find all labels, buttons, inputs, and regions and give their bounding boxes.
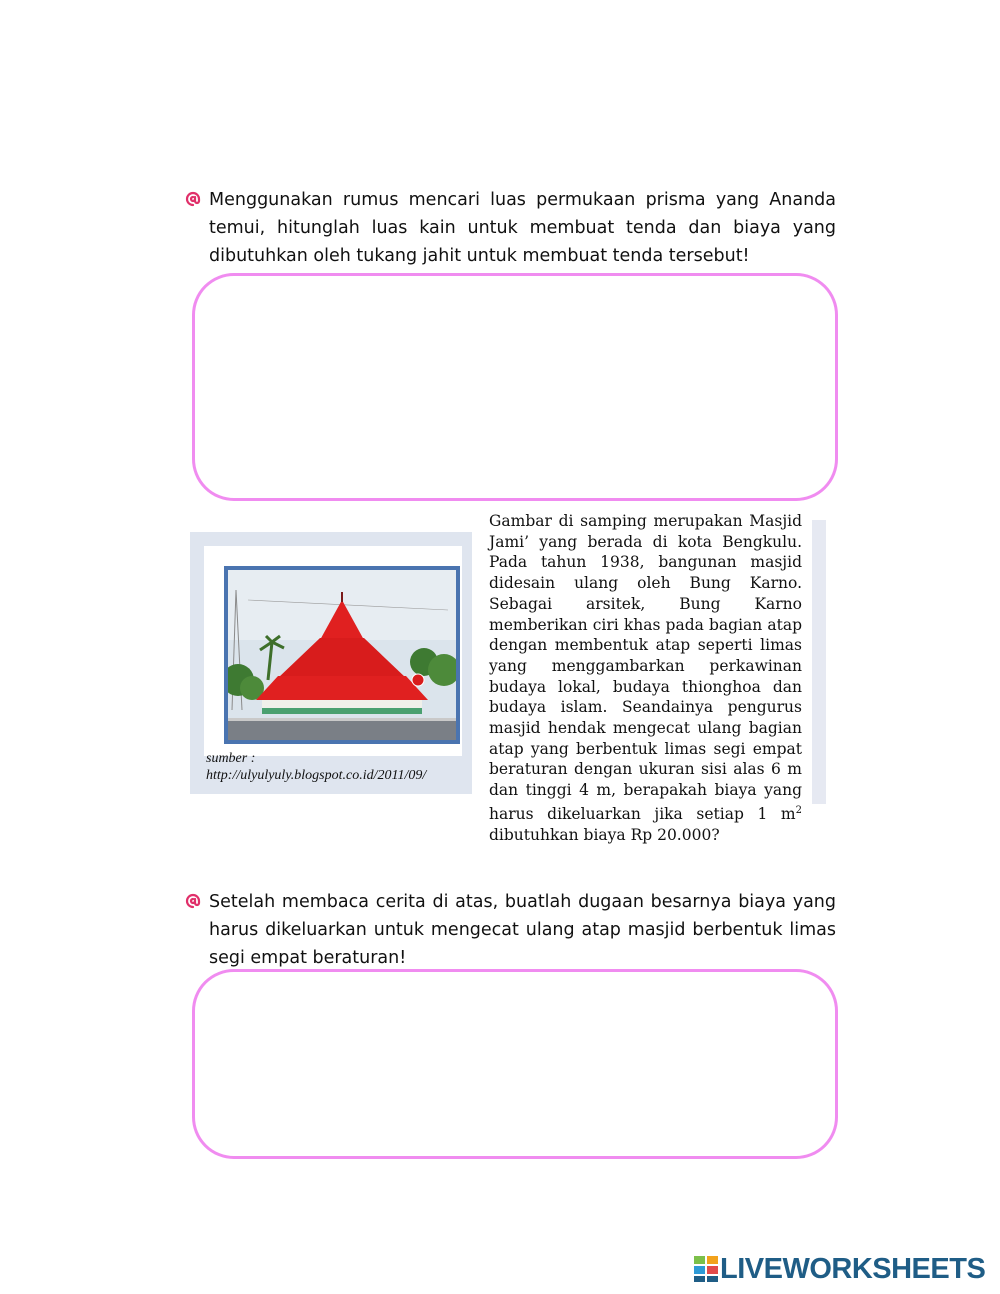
question-2 (184, 888, 836, 972)
answer-box-1[interactable] (192, 273, 838, 501)
story-text: Gambar di samping merupakan Masjid Jami’ yang berada di kota Bengkulu. Pada tahun 1938, bangunan masjid didesain ulang oleh Bung Karno. Sebagai arsitek, Bung Karno memberikan ciri khas pada bagian atap dengan membentuk atap seperti limas yang menggambarkan perkawinan budaya lokal, budaya thionghoa dan budaya islam. Seandainya pengurus masjid hendak mengecat ulang bagian atap yang berbentuk limas segi empat beraturan dengan ukuran sisi alas 6 m dan tinggi 4 m, berapakah biaya yang harus dikeluarkan jika setiap 1 m (489, 512, 802, 823)
mosque-figure (190, 532, 472, 794)
question-1 (184, 186, 836, 270)
unit-exponent: 2 (795, 804, 802, 816)
question-1-text: Menggunakan rumus mencari luas permukaan prisma yang Ananda temui, hitunglah luas kain untuk membuat tenda dan biaya yang dibutuhkan oleh tukang jahit untuk membuat tenda tersebut! (209, 190, 836, 266)
brand-name: LIVEWORKSHEETS (720, 1253, 986, 1285)
source-url: http://ulyulyuly.blogspot.co.id/2011/09/ (206, 768, 427, 783)
liveworksheets-logo-icon (694, 1256, 718, 1282)
spiral-bullet-icon (184, 190, 202, 208)
photo-source (206, 750, 472, 784)
mosque-illustration (228, 570, 456, 740)
answer-box-2[interactable] (192, 969, 838, 1159)
story-side-bar (812, 520, 826, 804)
question-2-text: Setelah membaca cerita di atas, buatlah dugaan besarnya biaya yang harus dikeluarkan untuk mengecat ulang atap masjid berbentuk limas segi empat beraturan! (209, 892, 836, 968)
story-text-end: dibutuhkan biaya Rp 20.000? (489, 825, 720, 844)
story-paragraph (489, 511, 802, 845)
source-label: sumber : (206, 751, 256, 766)
spiral-bullet-icon (184, 892, 202, 910)
mosque-photo (224, 566, 460, 744)
liveworksheets-brand[interactable] (694, 1253, 985, 1285)
